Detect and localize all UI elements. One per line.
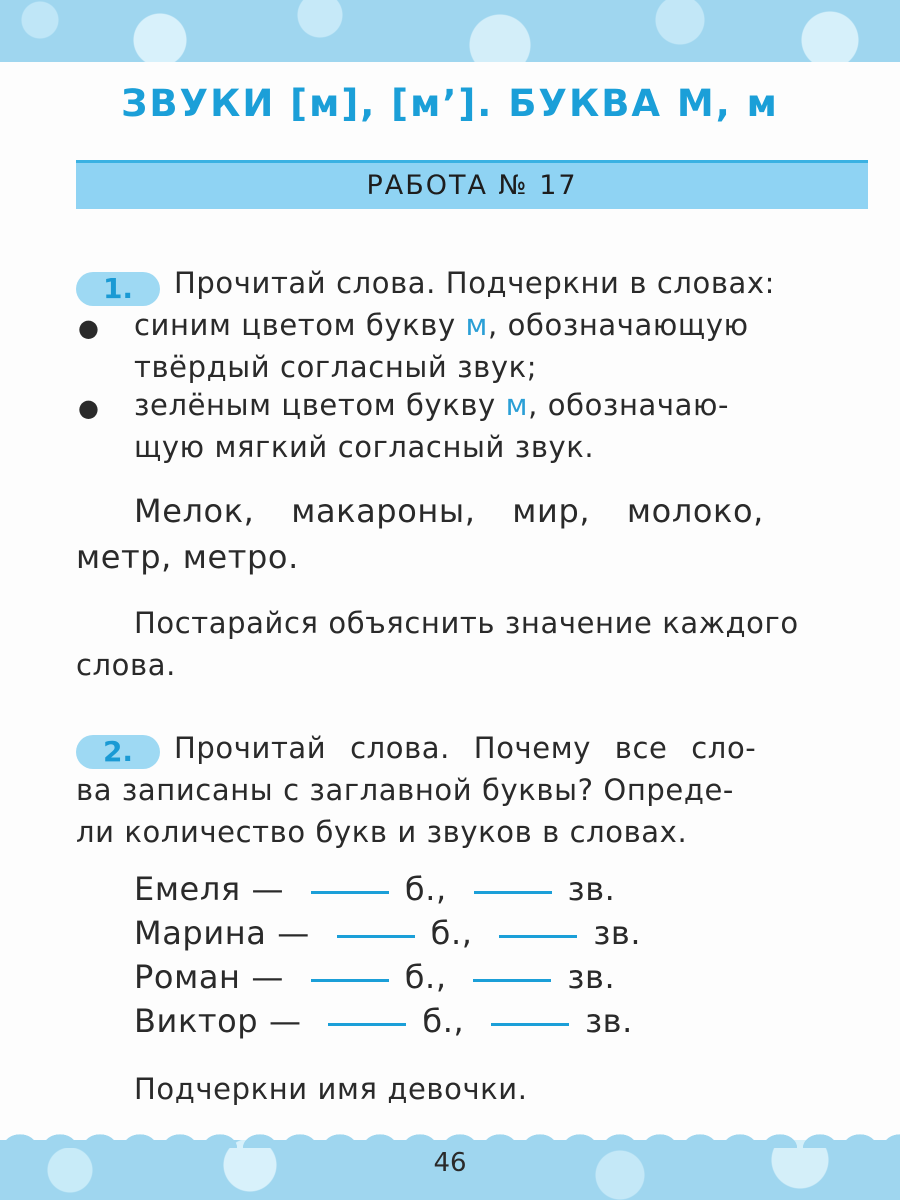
row-name: Марина (134, 914, 267, 952)
answer-blank[interactable] (337, 935, 415, 938)
row-name: Роман (134, 958, 241, 996)
task-2-line-3: ли количество букв и звуков в словах. (76, 815, 688, 849)
task-1-words-line-1: Мелок, макароны, мир, молоко, (134, 492, 764, 530)
task-2-line-1: Прочитай слова. Почему все сло- (174, 731, 757, 765)
row-name: Емеля (134, 870, 241, 908)
task-1-bullet-1-line-2: твёрдый согласный звук; (134, 350, 538, 384)
bullet-2-letter: м (505, 388, 529, 422)
task-2-final-instruction: Подчеркни имя девочки. (134, 1072, 528, 1106)
page-number: 46 (433, 1148, 467, 1178)
row-dash: — (277, 914, 310, 952)
row-dash: — (251, 958, 284, 996)
task-2-row-3 (134, 956, 615, 998)
task-2-row-1 (134, 868, 615, 910)
bullet-1-letter: м (465, 308, 489, 342)
row-zv: зв. (585, 1002, 633, 1040)
task-1-explain-line-1: Постарайся объяснить значение каждого (134, 606, 799, 640)
row-dash: — (269, 1002, 302, 1040)
bullet-2-icon: ● (78, 394, 99, 422)
row-b: б., (430, 914, 473, 952)
task-2-row-4 (134, 1000, 633, 1042)
row-b: б., (404, 870, 447, 908)
page-title: ЗВУКИ [м], [м’]. БУКВА М, м (121, 82, 779, 125)
row-zv: зв. (593, 914, 642, 952)
row-b: б., (404, 958, 447, 996)
row-dash: — (251, 870, 285, 908)
task-1-bullet-2-line-2: щую мягкий согласный звук. (134, 430, 595, 464)
answer-blank[interactable] (328, 1023, 406, 1026)
bullet-2-text-a: зелёным цветом букву (134, 388, 496, 422)
task-2-row-2 (134, 912, 641, 954)
row-zv: зв. (567, 870, 616, 908)
bullet-1-icon: ● (78, 314, 99, 342)
bullet-1-text-a: синим цветом букву (134, 308, 456, 342)
answer-blank[interactable] (473, 979, 551, 982)
task-1-bullet-2-line-1 (134, 384, 729, 426)
answer-blank[interactable] (491, 1023, 569, 1026)
row-b: б., (422, 1002, 465, 1040)
task-1-badge: 1. (76, 272, 160, 306)
task-1-explain-line-2: слова. (76, 648, 176, 682)
answer-blank[interactable] (311, 979, 389, 982)
bullet-2-text-b: , обозначаю- (528, 388, 730, 422)
bullet-1-text-b: , обозначающую (488, 308, 749, 342)
task-1-words-line-2: метр, метро. (76, 538, 299, 576)
top-decorative-band (0, 0, 900, 62)
task-2-badge: 2. (76, 735, 160, 769)
answer-blank[interactable] (499, 935, 577, 938)
task-1-instruction: Прочитай слова. Подчеркни в словах: (174, 266, 776, 300)
answer-blank[interactable] (474, 891, 552, 894)
task-2-line-2: ва записаны с заглавной буквы? Опреде- (76, 773, 734, 807)
task-1-bullet-1-line-1 (134, 304, 749, 346)
row-zv: зв. (567, 958, 616, 996)
answer-blank[interactable] (311, 891, 389, 894)
work-number-bar: РАБОТА № 17 (76, 160, 868, 209)
row-name: Виктор (134, 1002, 259, 1040)
